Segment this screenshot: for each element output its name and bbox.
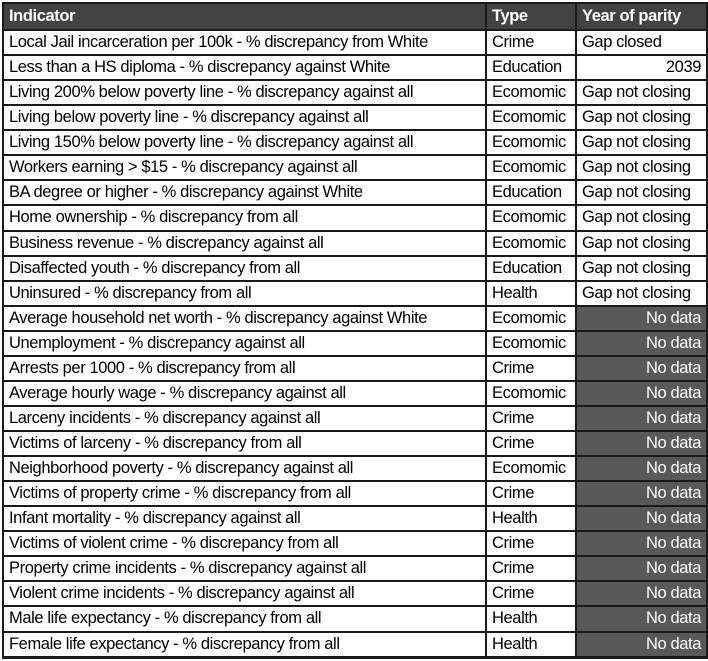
table-row [3,130,707,155]
type-cell[interactable]: Ecomomic [486,306,576,331]
year-of-parity-cell[interactable]: No data [576,481,707,506]
year-of-parity-cell[interactable]: No data [576,406,707,431]
table-row [3,481,707,506]
indicator-cell[interactable]: Living 150% below poverty line - % discrepancy against all [3,130,486,155]
table-row [3,431,707,456]
table-row [3,281,707,306]
type-cell[interactable]: Ecomomic [486,130,576,155]
indicator-cell[interactable]: Disaffected youth - % discrepancy from all [3,256,486,281]
type-cell[interactable]: Ecomomic [486,155,576,180]
indicator-cell[interactable]: Living 200% below poverty line - % discrepancy against all [3,80,486,105]
parity-table [2,2,708,659]
table-row [3,256,707,281]
type-cell[interactable]: Ecomomic [486,456,576,481]
indicator-cell[interactable]: Average household net worth - % discrepancy against White [3,306,486,331]
indicator-cell[interactable]: Workers earning > $15 - % discrepancy against all [3,155,486,180]
type-cell[interactable]: Education [486,180,576,205]
year-of-parity-cell[interactable]: No data [576,356,707,381]
column-header-year-of-parity: Year of parity [576,3,707,30]
table-row [3,105,707,130]
type-cell[interactable]: Education [486,256,576,281]
year-of-parity-cell[interactable]: No data [576,606,707,631]
type-cell[interactable]: Health [486,281,576,306]
indicator-cell[interactable]: Local Jail incarceration per 100k - % discrepancy from White [3,30,486,55]
year-of-parity-cell[interactable]: Gap not closing [576,231,707,256]
indicator-cell[interactable]: Larceny incidents - % discrepancy against all [3,406,486,431]
table-row [3,231,707,256]
year-of-parity-cell[interactable]: No data [576,306,707,331]
type-cell[interactable]: Crime [486,30,576,55]
type-cell[interactable]: Crime [486,406,576,431]
type-cell[interactable]: Ecomomic [486,105,576,130]
parity-table-container [2,2,708,659]
table-row [3,406,707,431]
indicator-cell[interactable]: Uninsured - % discrepancy from all [3,281,486,306]
table-row [3,306,707,331]
year-of-parity-cell[interactable]: Gap not closing [576,205,707,230]
table-row [3,581,707,606]
type-cell[interactable]: Ecomomic [486,381,576,406]
table-row [3,632,707,658]
year-of-parity-cell[interactable]: No data [576,381,707,406]
table-row [3,506,707,531]
indicator-cell[interactable]: Neighborhood poverty - % discrepancy against all [3,456,486,481]
indicator-cell[interactable]: Average hourly wage - % discrepancy against all [3,381,486,406]
indicator-cell[interactable]: BA degree or higher - % discrepancy against White [3,180,486,205]
year-of-parity-cell[interactable]: No data [576,331,707,356]
indicator-cell[interactable]: Victims of larceny - % discrepancy from all [3,431,486,456]
year-of-parity-cell[interactable]: No data [576,506,707,531]
indicator-cell[interactable]: Female life expectancy - % discrepancy from all [3,632,486,658]
year-of-parity-cell[interactable]: Gap closed [576,30,707,55]
year-of-parity-cell[interactable]: No data [576,456,707,481]
table-row [3,30,707,55]
type-cell[interactable]: Ecomomic [486,80,576,105]
table-row [3,531,707,556]
table-row [3,456,707,481]
type-cell[interactable]: Crime [486,581,576,606]
indicator-cell[interactable]: Property crime incidents - % discrepancy against all [3,556,486,581]
column-header-type: Type [486,3,576,30]
indicator-cell[interactable]: Arrests per 1000 - % discrepancy from all [3,356,486,381]
header-row [3,3,707,30]
table-row [3,356,707,381]
table-row [3,180,707,205]
table-row [3,381,707,406]
table-row [3,155,707,180]
indicator-cell[interactable]: Violent crime incidents - % discrepancy against all [3,581,486,606]
indicator-cell[interactable]: Business revenue - % discrepancy against all [3,231,486,256]
table-row [3,606,707,631]
indicator-cell[interactable]: Home ownership - % discrepancy from all [3,205,486,230]
year-of-parity-cell[interactable]: Gap not closing [576,130,707,155]
type-cell[interactable]: Education [486,55,576,80]
year-of-parity-cell[interactable]: Gap not closing [576,180,707,205]
indicator-cell[interactable]: Infant mortality - % discrepancy against all [3,506,486,531]
type-cell[interactable]: Crime [486,531,576,556]
type-cell[interactable]: Health [486,506,576,531]
table-row [3,80,707,105]
table-header [3,3,707,30]
indicator-cell[interactable]: Male life expectancy - % discrepancy from all [3,606,486,631]
type-cell[interactable]: Ecomomic [486,331,576,356]
table-row [3,556,707,581]
year-of-parity-cell[interactable]: Gap not closing [576,105,707,130]
indicator-cell[interactable]: Living below poverty line - % discrepancy against all [3,105,486,130]
type-cell[interactable]: Ecomomic [486,205,576,230]
year-of-parity-cell[interactable]: No data [576,556,707,581]
type-cell[interactable]: Ecomomic [486,231,576,256]
table-row [3,331,707,356]
year-of-parity-cell[interactable]: Gap not closing [576,256,707,281]
indicator-cell[interactable]: Victims of property crime - % discrepancy from all [3,481,486,506]
year-of-parity-cell[interactable]: No data [576,531,707,556]
year-of-parity-cell[interactable]: Gap not closing [576,281,707,306]
type-cell[interactable]: Health [486,632,576,658]
type-cell[interactable]: Crime [486,431,576,456]
column-header-indicator: Indicator [3,3,486,30]
year-of-parity-cell[interactable]: 2039 [576,55,707,80]
table-row [3,55,707,80]
table-body [3,30,707,658]
type-cell[interactable]: Crime [486,356,576,381]
year-of-parity-cell[interactable]: Gap not closing [576,155,707,180]
indicator-cell[interactable]: Less than a HS diploma - % discrepancy against White [3,55,486,80]
type-cell[interactable]: Crime [486,481,576,506]
indicator-cell[interactable]: Unemployment - % discrepancy against all [3,331,486,356]
table-row [3,205,707,230]
type-cell[interactable]: Health [486,606,576,631]
year-of-parity-cell[interactable]: Gap not closing [576,80,707,105]
year-of-parity-cell[interactable]: No data [576,581,707,606]
type-cell[interactable]: Crime [486,556,576,581]
year-of-parity-cell[interactable]: No data [576,431,707,456]
year-of-parity-cell[interactable]: No data [576,632,707,658]
indicator-cell[interactable]: Victims of violent crime - % discrepancy from all [3,531,486,556]
